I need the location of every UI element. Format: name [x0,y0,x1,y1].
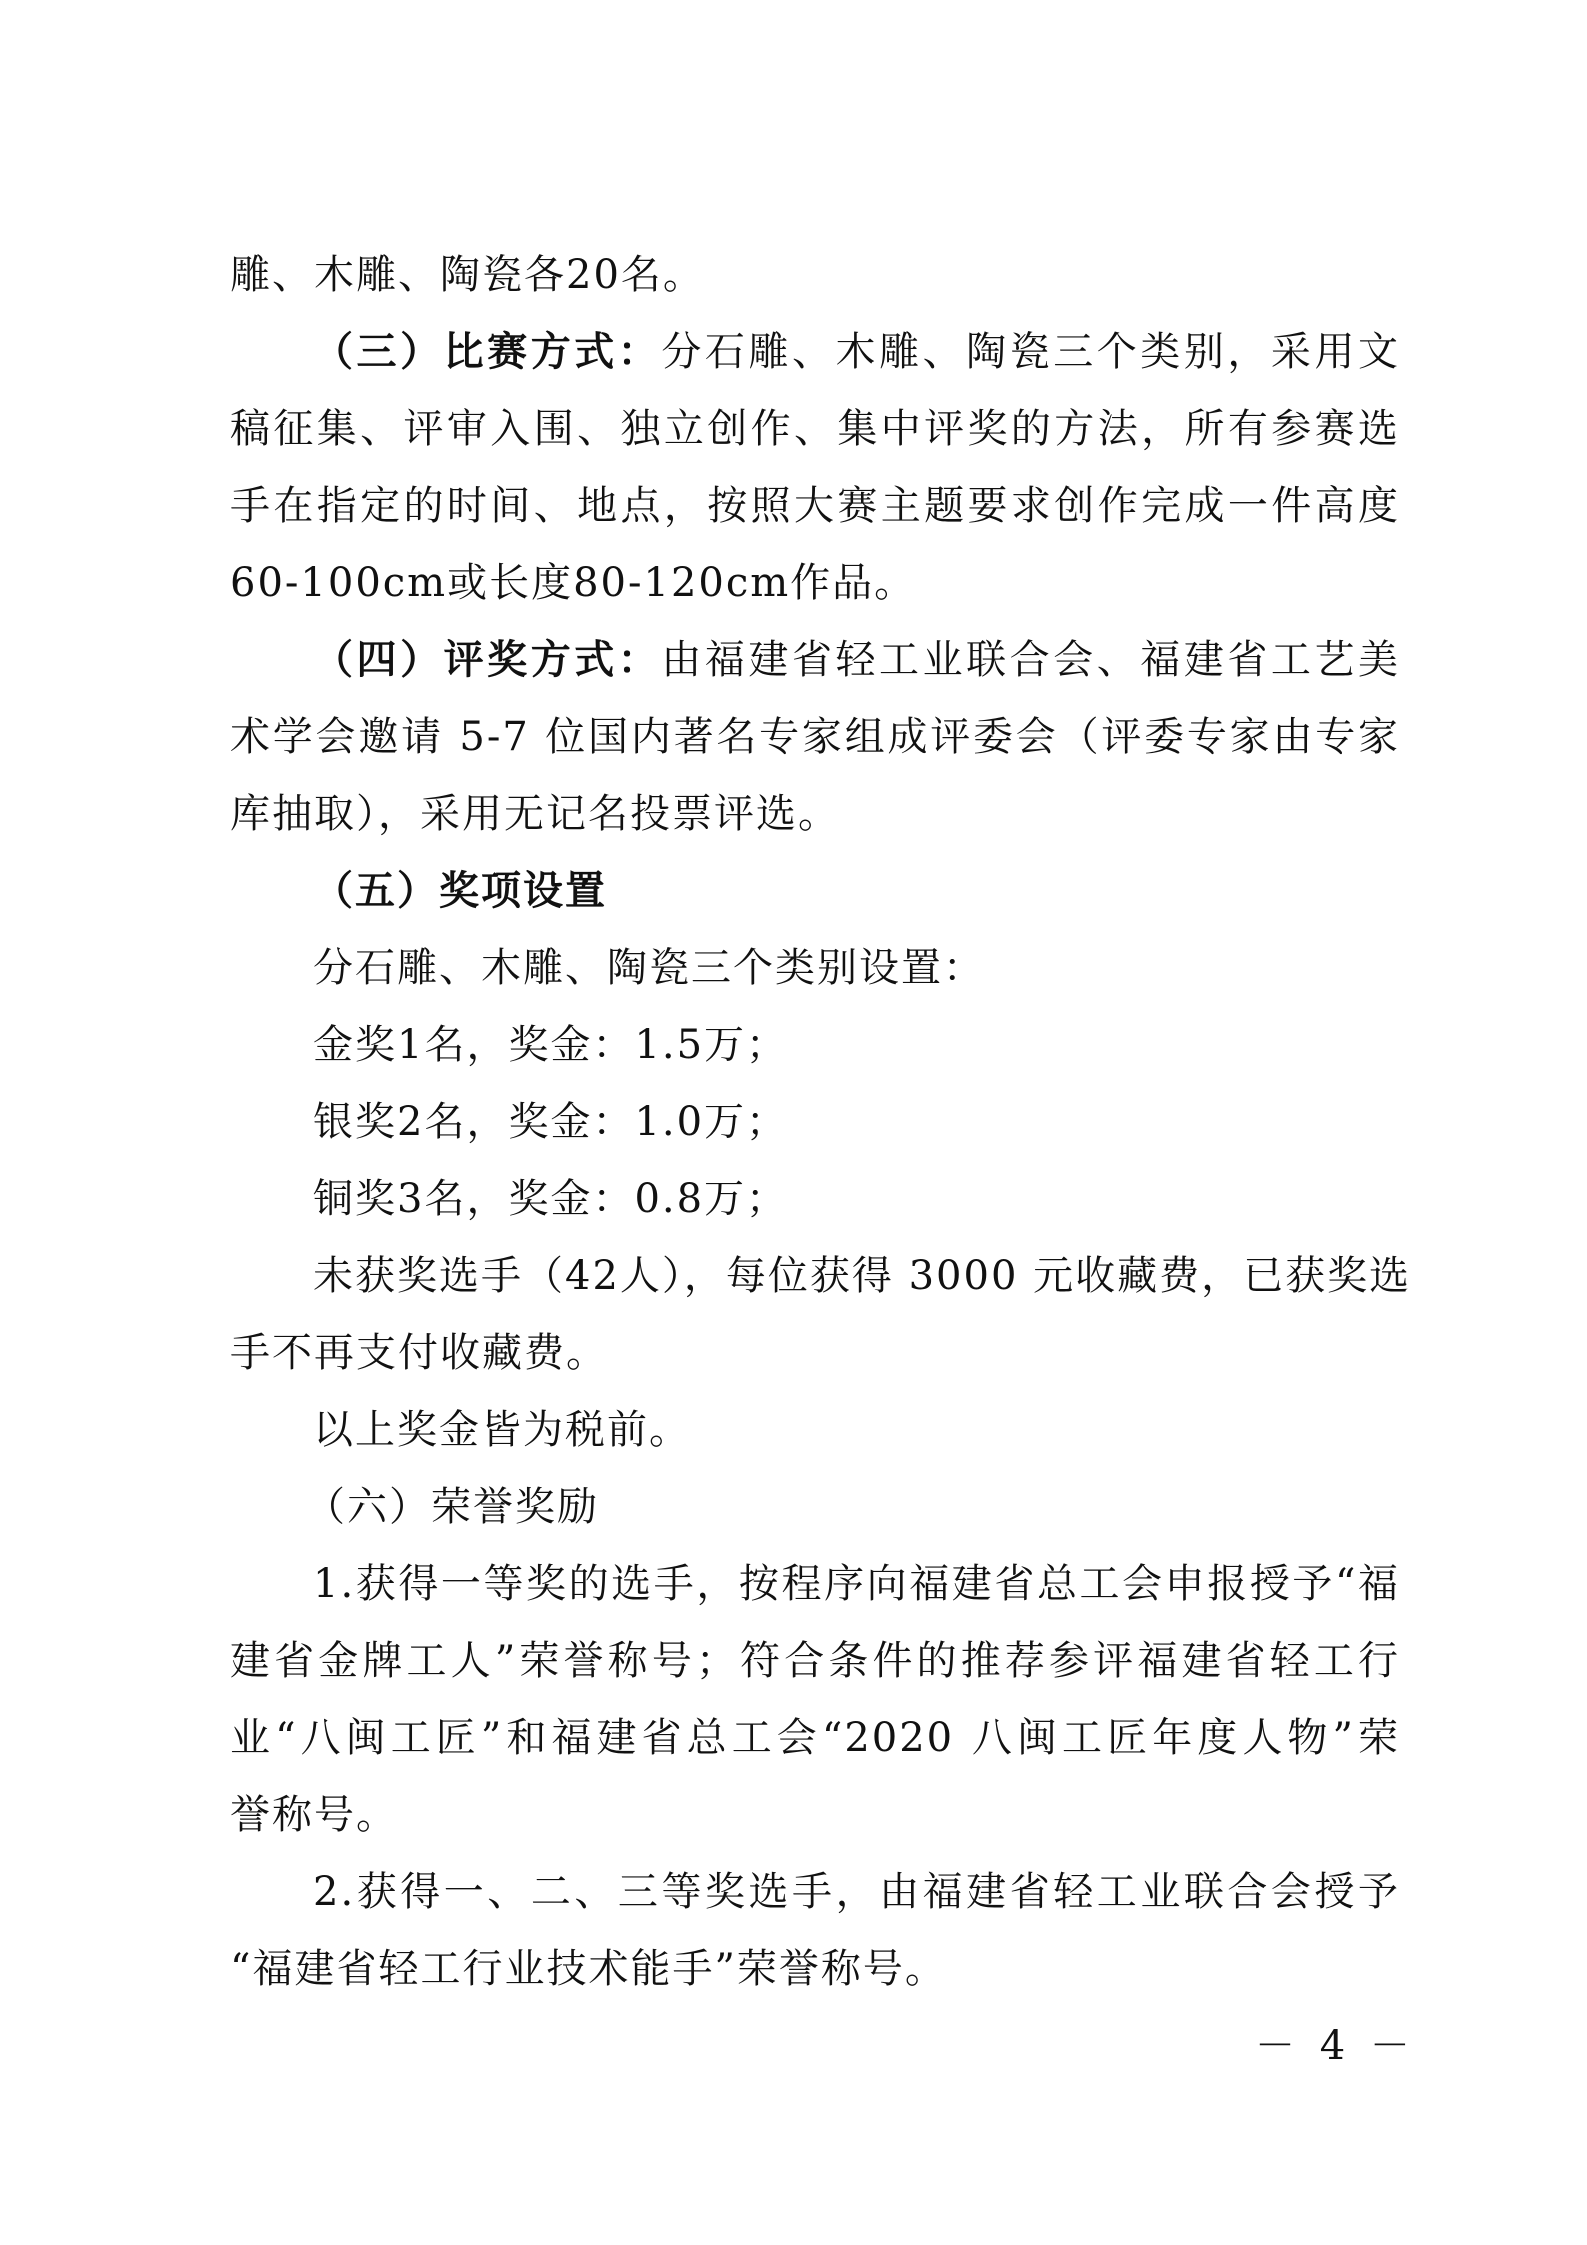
paragraph-line: 以上奖金皆为税前。 [313,1407,691,1453]
section-6-heading: （六）荣誉奖励 [305,1484,599,1530]
paragraph-line: 雕、木雕、陶瓷各20名。 [230,252,705,298]
paragraph-line: 业“八闽工匠”和福建省总工会“2020 八闽工匠年度人物”荣 [230,1715,1400,1761]
section-3-line [313,326,1400,378]
paragraph-line: “福建省轻工行业技术能手”荣誉称号。 [230,1946,947,1992]
section-5-heading: （五）奖项设置 [313,867,607,914]
award-bronze: 铜奖3名，奖金：0.8万； [313,1176,789,1222]
paragraph-line: 未获奖选手（42人），每位获得 3000 元收藏费，已获奖选 [313,1253,1412,1299]
paragraph-line: 誉称号。 [230,1792,398,1838]
paragraph-line: 手在指定的时间、地点，按照大赛主题要求创作完成一件高度 [230,483,1400,529]
section-3-text: 分石雕、木雕、陶瓷三个类别，采用文 [661,329,1401,375]
award-gold: 金奖1名，奖金：1.5万； [313,1022,789,1068]
section-4-line [313,634,1400,686]
section-4-heading: （四）评奖方式： [313,636,662,683]
page-number: － 4 － [1255,2023,1416,2069]
paragraph-line: 库抽取），采用无记名投票评选。 [230,791,840,837]
section-3-heading: （三）比赛方式： [313,328,662,375]
paragraph-line: 手不再支付收藏费。 [230,1330,608,1376]
paragraph-line: 60-100cm或长度80-120cm作品。 [230,560,917,606]
section-4-text: 由福建省轻工业联合会、福建省工艺美 [661,637,1401,683]
paragraph-line: 术学会邀请 5-7 位国内著名专家组成评委会（评委专家由专家 [230,714,1400,760]
award-silver: 银奖2名，奖金：1.0万； [313,1099,789,1145]
paragraph-line: 1.获得一等奖的选手，按程序向福建省总工会申报授予“福 [313,1561,1400,1607]
paragraph-line: 分石雕、木雕、陶瓷三个类别设置： [313,945,985,991]
paragraph-line: 建省金牌工人”荣誉称号；符合条件的推荐参评福建省轻工行 [230,1638,1400,1684]
paragraph-line: 2.获得一、二、三等奖选手，由福建省轻工业联合会授予 [313,1869,1400,1915]
paragraph-line: 稿征集、评审入围、独立创作、集中评奖的方法，所有参赛选 [230,406,1400,452]
